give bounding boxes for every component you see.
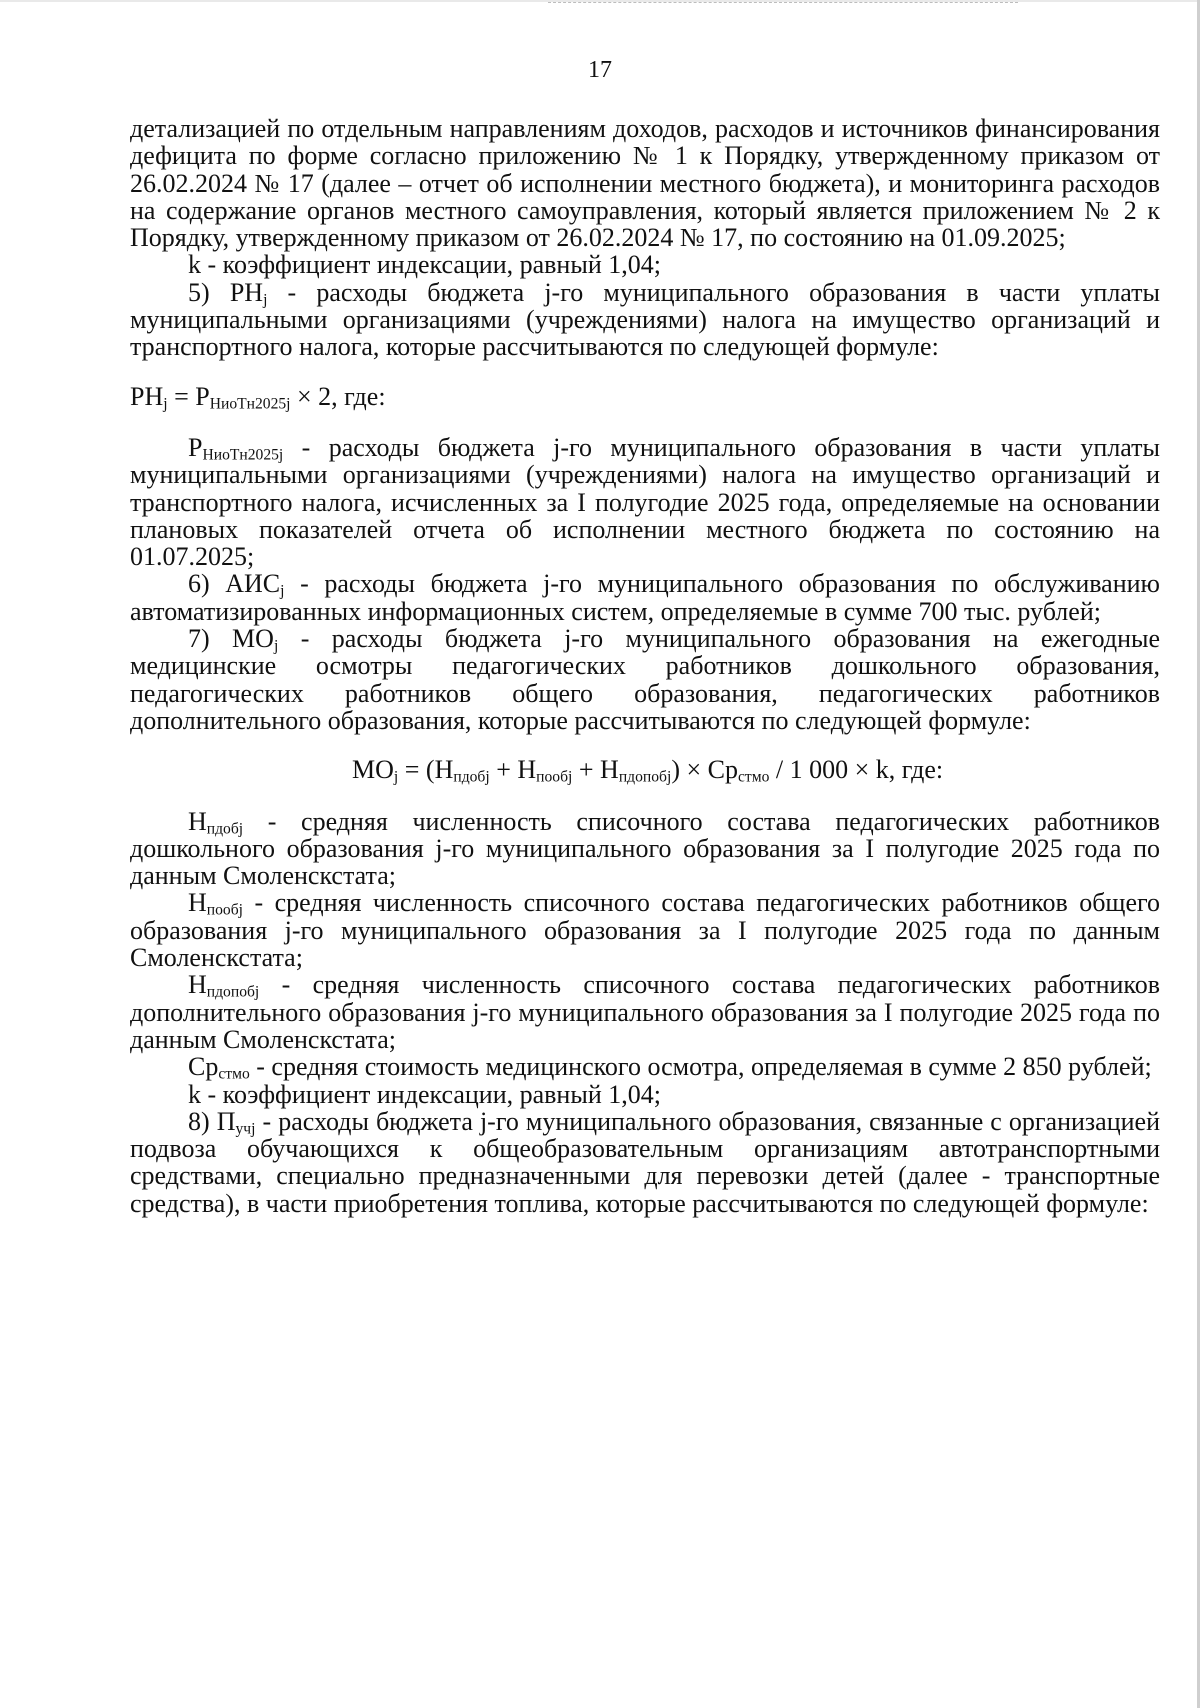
paragraph-text: - расходы бюджета j-го муниципального образования в части уплаты муниципальными организациями (учреждениями) налога на имущество организаций и транспортного налога, которые рассчитываются по следующей формуле: (130, 277, 1160, 362)
formula-term: = Р (167, 381, 210, 411)
paragraph-npoob-definition (130, 889, 1160, 971)
paragraph-srstmo-definition (130, 1052, 1160, 1083)
paragraph-k-coefficient-2 (130, 1081, 1160, 1108)
formula-subscript: пообj (536, 768, 573, 786)
formula-subscript: стмо (737, 768, 770, 786)
term-subscript: j (273, 637, 279, 655)
term-prefix: 8) П (188, 1106, 236, 1136)
formula-rn (130, 361, 1160, 434)
paragraph-npdopob-definition (130, 971, 1160, 1053)
term-subscript: стмо (218, 1065, 250, 1083)
page-number: 17 (588, 57, 612, 83)
paragraph-text: - расходы бюджета j-го муниципального образования по обслуживанию автоматизированных информационных систем, определяемые в сумме 700 тыс. рублей; (130, 569, 1160, 626)
paragraph-text: - расходы бюджета j-го муниципального образования, связанные с организацией подвоза обучающихся к общеобразовательным организациям автотранспортными средствами, специально предназначенными для перевозки детей (далее - транспортные средства), в части приобретения топлива, которые рассчитываются по следующей формуле: (130, 1106, 1161, 1218)
paragraph-rniotn-definition (130, 434, 1160, 570)
formula-subscript: пдобj (453, 768, 490, 786)
term-subscript: пообj (206, 901, 243, 919)
term-prefix: 5) РН (188, 277, 264, 307)
formula-term: + Н (572, 755, 619, 785)
paragraph-k-coefficient (130, 251, 1160, 278)
paragraph-text: детализацией по отдельным направлениям доходов, расходов и источников финансирования дефицита по форме согласно приложению № 1 к Порядку, утвержденному приказом от 26.02.2024 № 17 (далее – отчет об исполнении местного бюджета), и мониторинга расходов на содержание органов местного самоуправления, который является приложением № 2 к Порядку, утвержденному приказом от 26.02.2024 № 17, по состоянию на 01.09.2025; (130, 114, 1160, 253)
document-body (130, 115, 1160, 1217)
paragraph-text: - расходы бюджета j-го муниципального образования на ежегодные медицинские осмотры педагогических работников дошкольного образования, педагогических работников общего образования, педагогических работников дополнительного образования, которые рассчитываются по следующей формуле: (130, 624, 1160, 735)
paragraph-text: k - коэффициент индексации, равный 1,04; (188, 250, 661, 280)
paragraph-text: - расходы бюджета j-го муниципального образования в части уплаты муниципальными организациями (учреждениями) налога на имущество организаций и транспортного налога, исчисленных за I полугодие 2025 года, определяемые на основании плановых показателей отчета об исполнении местного бюджета по состоянию на 01.07.2025; (130, 432, 1160, 572)
term-subscript: j (280, 582, 285, 600)
formula-term: / 1 000 × k, где: (769, 755, 944, 785)
formula-subscript: j (393, 768, 399, 786)
term-subscript: j (263, 291, 268, 309)
term-prefix: Н (188, 970, 207, 1000)
paragraph-npdob-definition (130, 808, 1160, 890)
formula-term: МО (352, 755, 394, 785)
paragraph-item-8 (130, 1108, 1160, 1217)
paragraph-item-7 (130, 625, 1160, 734)
term-subscript: учj (235, 1120, 256, 1138)
term-prefix: Ср (188, 1052, 219, 1082)
paragraph-text: - средняя численность списочного состава педагогических работников дополнительного образования j-го муниципального образования за I полугодие 2025 года по данным Смоленскстата; (130, 970, 1160, 1054)
formula-term: = (Н (398, 755, 454, 785)
term-prefix: 7) МО (188, 624, 274, 654)
paragraph-text: - средняя стоимость медицинского осмотра, определяемая в сумме 2 850 рублей; (249, 1052, 1152, 1082)
paragraph-item-5 (130, 279, 1160, 361)
formula-mo (130, 734, 1160, 807)
formula-subscript: j (163, 395, 168, 413)
paragraph-text: - средняя численность списочного состава педагогических работников дошкольного образования j-го муниципального образования за I полугодие 2025 года по данным Смоленскстата; (130, 806, 1160, 891)
term-prefix: Р (188, 432, 203, 462)
formula-term: ) × Ср (671, 755, 738, 785)
paragraph-continuation (130, 115, 1160, 251)
formula-term: + Н (489, 755, 537, 785)
formula-subscript: пдопобj (618, 768, 672, 786)
term-prefix: Н (188, 888, 207, 918)
formula-subscript: НиоТн2025j (209, 395, 291, 413)
formula-term: РН (130, 381, 164, 411)
term-subscript: НиоТн2025j (202, 446, 284, 464)
paragraph-item-6 (130, 570, 1160, 625)
formula-term: × 2, где: (290, 381, 386, 411)
paragraph-text: k - коэффициент индексации, равный 1,04; (188, 1079, 661, 1109)
scan-top-dash (548, 2, 1018, 4)
term-subscript: пдопобj (206, 983, 260, 1001)
term-subscript: пдобj (206, 819, 244, 837)
term-prefix: Н (188, 806, 207, 836)
paragraph-text: - средняя численность списочного состава педагогических работников общего образования j-го муниципального образования за I полугодие 2025 года по данным Смоленскстата; (130, 888, 1160, 973)
term-prefix: 6) АИС (188, 569, 281, 599)
